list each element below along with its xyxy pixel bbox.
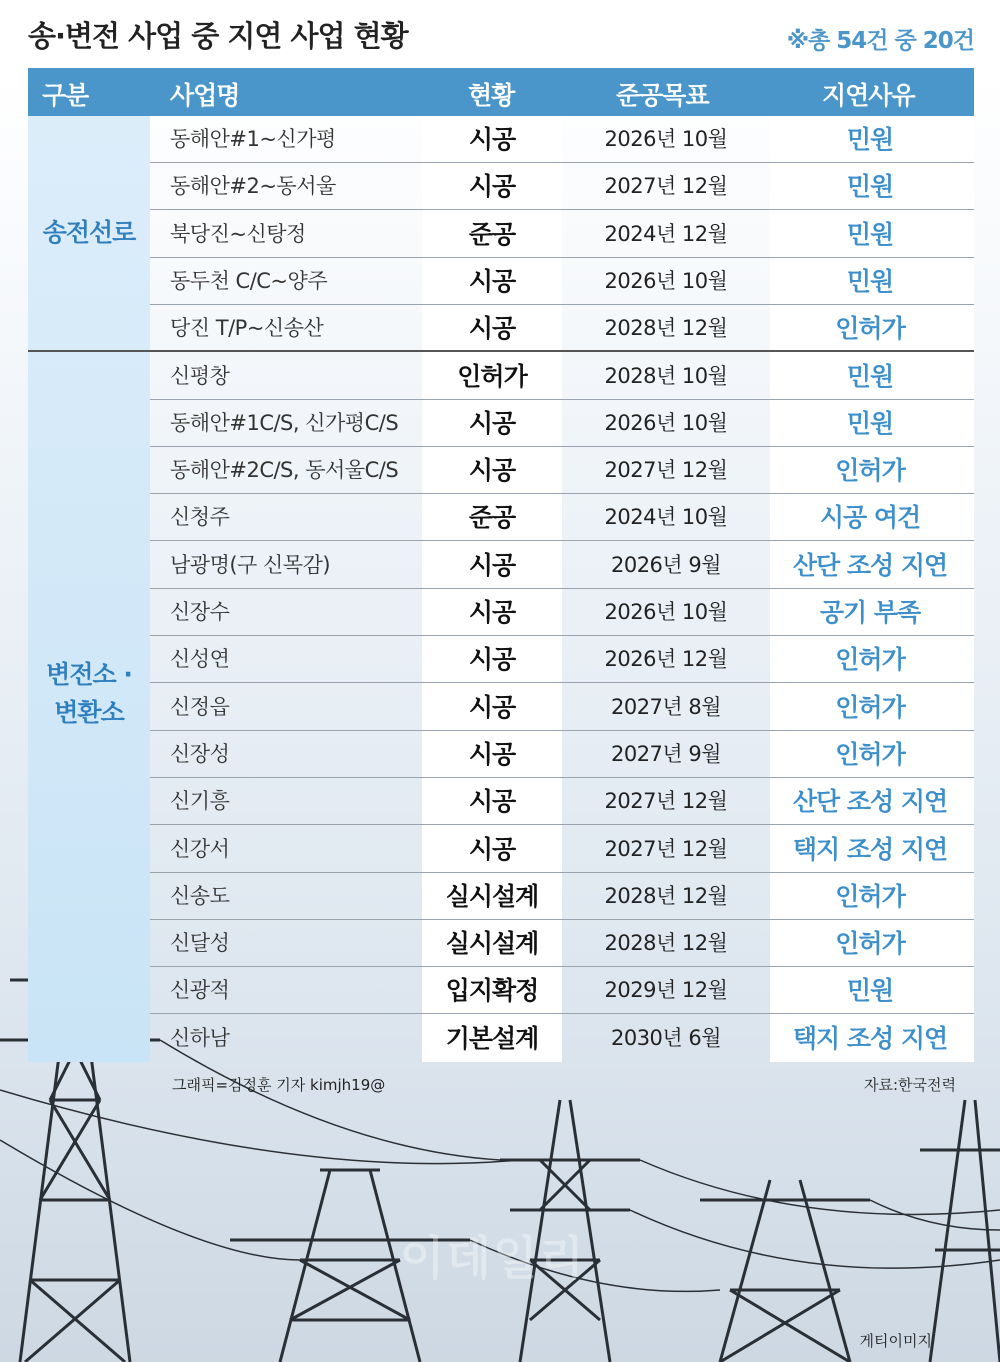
completion-target: 2028년 10월 (604, 363, 728, 388)
project-name: 신성연 (170, 647, 230, 672)
table-row (0, 778, 1000, 825)
delay-reason: 택지 조성 지연 (792, 834, 948, 864)
delay-reason: 민원 (846, 219, 894, 249)
project-name: 신광적 (170, 978, 230, 1003)
table-row (0, 684, 1000, 731)
completion-target: 2028년 12월 (604, 931, 728, 956)
project-name: 신장수 (170, 600, 230, 624)
table-row (0, 116, 1000, 163)
delay-reason: 민원 (846, 408, 894, 438)
category-transmission: 송전선로 (42, 218, 136, 247)
project-status: 기본설계 (445, 1023, 539, 1053)
project-name: 신장성 (170, 741, 230, 766)
project-status: 시공 (468, 266, 516, 296)
completion-target: 2024년 10월 (604, 505, 728, 530)
project-status: 준공 (468, 219, 516, 249)
completion-target: 2026년 10월 (604, 600, 728, 624)
category-substation (28, 656, 150, 732)
table-row (0, 353, 1000, 400)
project-name: 동두천 C/C~양주 (170, 268, 328, 293)
header-category: 구분 (42, 81, 89, 110)
graphic-credit: 그래픽=김정훈 기자 kimjh19@ (172, 1076, 386, 1094)
table-row (0, 542, 1000, 589)
completion-target: 2028년 12월 (604, 316, 728, 341)
table-row (0, 258, 1000, 305)
project-status: 입지확정 (445, 976, 539, 1006)
table-row (0, 494, 1000, 541)
photo-credit: 게티이미지 (859, 1332, 932, 1350)
summary-count: ※총 54건 중 20건 (786, 28, 974, 54)
delay-reason: 공기 부족 (819, 598, 921, 627)
delay-reason: 택지 조성 지연 (792, 1023, 948, 1053)
project-status: 시공 (468, 408, 516, 438)
project-status: 준공 (468, 503, 516, 533)
project-status: 시공 (468, 172, 516, 202)
completion-target: 2024년 12월 (604, 221, 728, 246)
project-name: 신송도 (170, 883, 230, 908)
completion-target: 2027년 12월 (604, 174, 728, 199)
table-row (0, 400, 1000, 447)
project-status: 시공 (468, 645, 516, 675)
category-divider (28, 350, 974, 352)
delay-reason: 인허가 (835, 314, 905, 344)
project-status: 시공 (468, 692, 516, 722)
project-name: 당진 T/P~신송산 (170, 316, 324, 341)
delay-reason: 산단 조성 지연 (792, 550, 948, 580)
completion-target: 2026년 9월 (610, 552, 722, 577)
delay-reason: 민원 (846, 172, 894, 202)
table-row (0, 163, 1000, 210)
project-status: 시공 (468, 739, 516, 769)
table-row (0, 305, 1000, 352)
completion-target: 2026년 10월 (604, 410, 728, 435)
project-name: 신기흥 (170, 789, 230, 814)
watermark: 이데일리 (400, 1231, 586, 1285)
project-name: 신강서 (170, 836, 230, 861)
project-name: 신평창 (170, 363, 230, 388)
completion-target: 2027년 8월 (610, 694, 722, 719)
project-name: 신정읍 (170, 694, 230, 719)
delay-reason: 민원 (846, 361, 894, 391)
project-status: 시공 (468, 314, 516, 344)
completion-target: 2030년 6월 (610, 1025, 722, 1050)
completion-target: 2027년 12월 (604, 836, 728, 861)
page-title: 송·변전 사업 중 지연 사업 현황 (28, 19, 408, 53)
category-substation-line1: 변전소 · (46, 660, 132, 689)
delay-reason: 인허가 (835, 692, 905, 722)
delay-reason: 인허가 (835, 456, 905, 486)
completion-target: 2029년 12월 (604, 978, 728, 1003)
table-row (0, 1015, 1000, 1062)
delay-reason: 인허가 (835, 929, 905, 959)
table-row (0, 731, 1000, 778)
category-substation-line2: 변환소 (54, 698, 124, 727)
project-status: 실시설계 (445, 929, 539, 959)
project-name: 동해안#1C/S, 신가평C/S (170, 410, 399, 435)
table-row (0, 873, 1000, 920)
project-status: 시공 (468, 787, 516, 817)
table-row (0, 447, 1000, 494)
header-reason: 지연사유 (822, 81, 915, 110)
project-name: 동해안#2~동서울 (170, 174, 336, 199)
project-name: 동해안#1~신가평 (170, 127, 336, 151)
table-row (0, 636, 1000, 683)
delay-reason: 산단 조성 지연 (792, 787, 948, 817)
delay-reason: 인허가 (835, 739, 905, 769)
project-status: 실시설계 (445, 881, 539, 911)
delay-reason: 민원 (846, 976, 894, 1006)
completion-target: 2027년 12월 (604, 789, 728, 814)
table-row (0, 589, 1000, 636)
data-source: 자료:한국전력 (864, 1076, 956, 1094)
project-name: 남광명(구 신목감) (170, 552, 331, 577)
project-name: 신하남 (170, 1025, 230, 1050)
completion-target: 2027년 12월 (604, 458, 728, 483)
project-status: 시공 (468, 456, 516, 486)
table-row (0, 920, 1000, 967)
delay-reason: 민원 (846, 125, 894, 154)
completion-target: 2026년 10월 (604, 127, 728, 151)
table-row (0, 967, 1000, 1014)
header-status: 현황 (468, 81, 515, 110)
project-status: 시공 (468, 550, 516, 580)
header-target: 준공목표 (616, 81, 709, 110)
delay-reason: 인허가 (835, 881, 905, 911)
completion-target: 2026년 10월 (604, 268, 728, 293)
table-header (28, 68, 974, 116)
delay-reason: 인허가 (835, 645, 905, 675)
table-row (0, 826, 1000, 873)
project-status: 시공 (468, 598, 516, 627)
project-name: 북당진~신탕정 (170, 221, 306, 246)
header-name: 사업명 (170, 81, 240, 110)
completion-target: 2028년 12월 (604, 883, 728, 908)
project-name: 동해안#2C/S, 동서울C/S (170, 458, 399, 483)
project-name: 신달성 (170, 931, 230, 956)
project-status: 시공 (468, 834, 516, 864)
project-status: 시공 (468, 125, 516, 154)
project-status: 인허가 (457, 361, 527, 391)
completion-target: 2026년 12월 (604, 647, 728, 672)
table-row (0, 211, 1000, 258)
completion-target: 2027년 9월 (610, 741, 722, 766)
project-name: 신청주 (170, 505, 230, 530)
delay-reason: 시공 여건 (819, 503, 921, 533)
delay-reason: 민원 (846, 266, 894, 296)
